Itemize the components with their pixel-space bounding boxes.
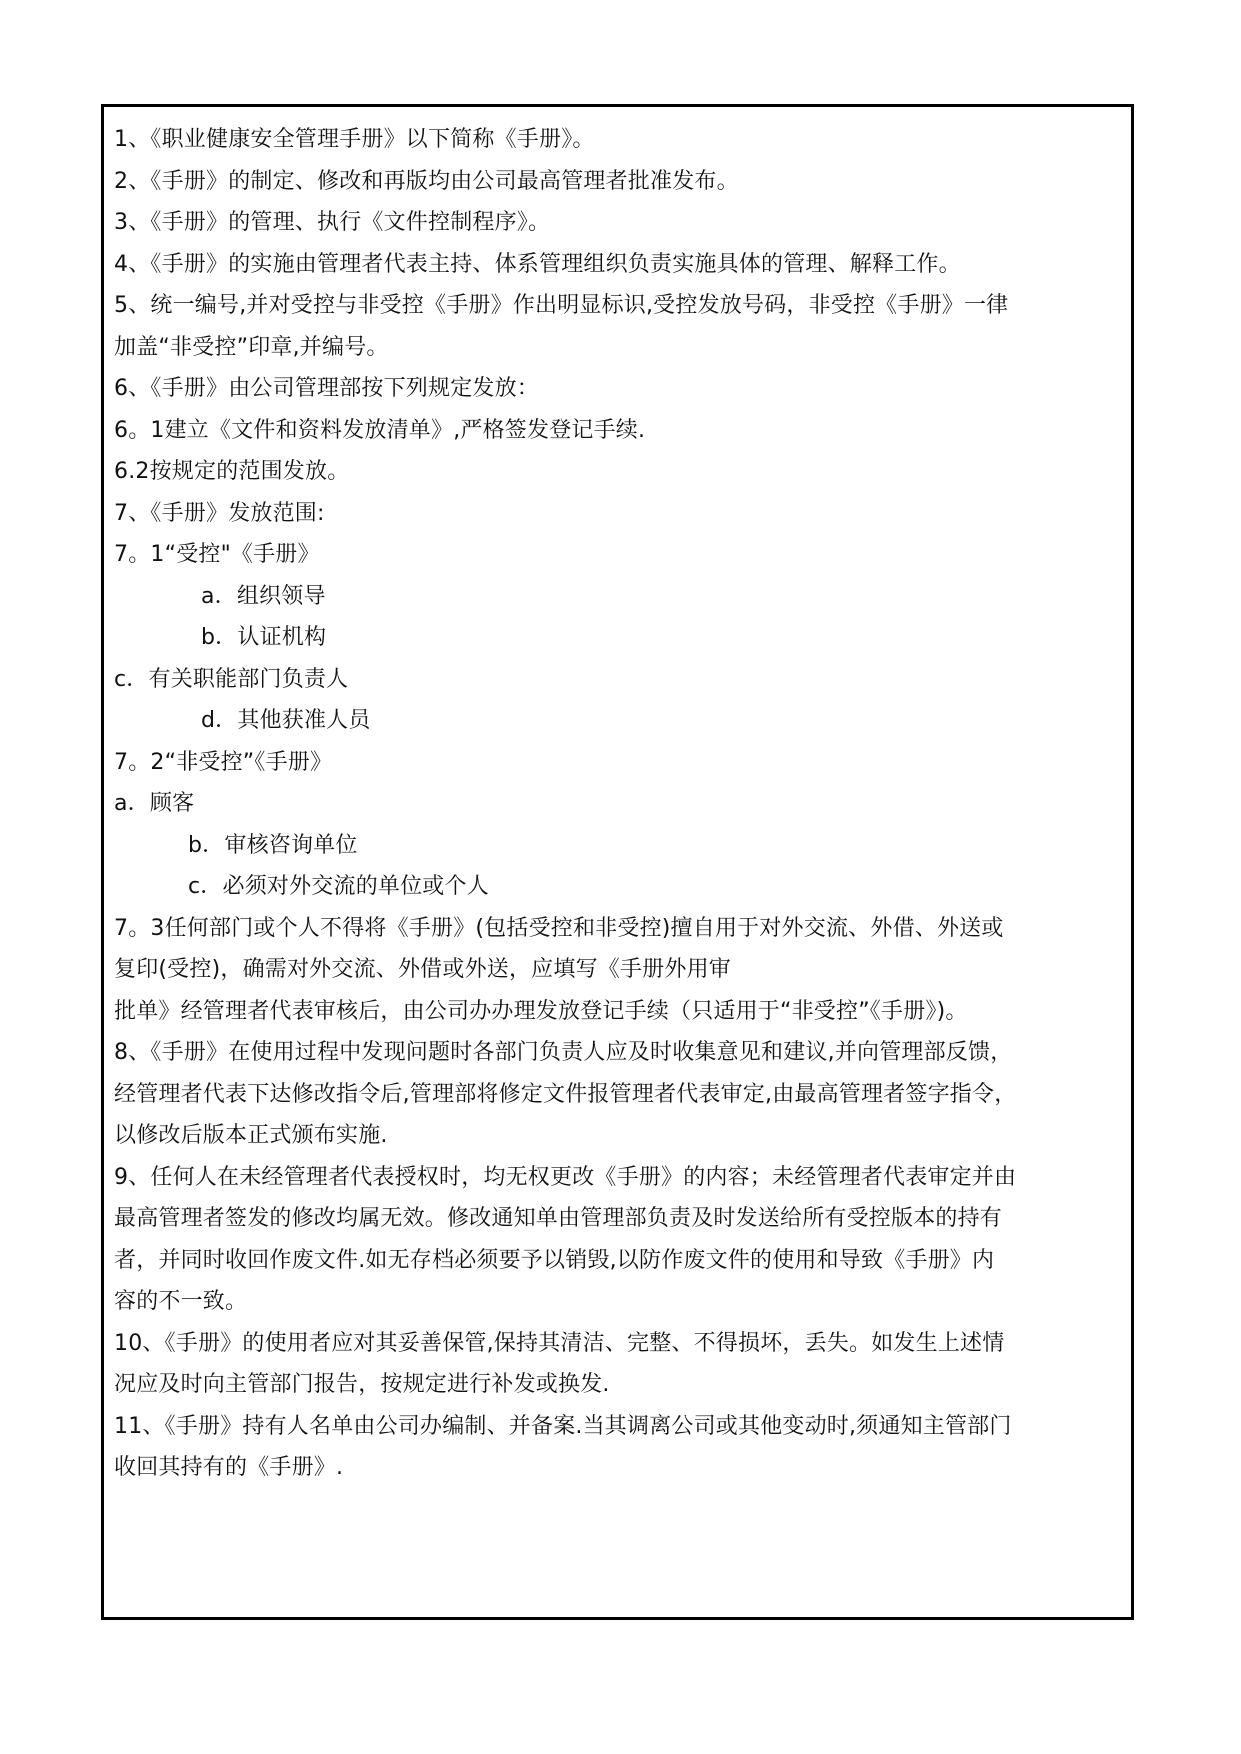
document-line: 1、《职业健康安全管理手册》以下简称《手册》。 — [114, 127, 595, 152]
document-line: a．组织领导 — [201, 583, 326, 609]
document-line: 复印(受控)，确需对外交流、外借或外送，应填写《手册外用审 — [114, 957, 731, 982]
document-line: 经管理者代表下达修改指令后,管理部将修定文件报管理者代表审定,由最高管理者签字指令， — [114, 1081, 1017, 1107]
document-line: 6。1建立《文件和资料发放清单》,严格签发登记手续. — [114, 417, 646, 443]
document-line: 批单》经管理者代表审核后，由公司办办理发放登记手续（只适用于“非受控”《手册》)。 — [114, 998, 968, 1024]
document-line: 2、《手册》的制定、修改和再版均由公司最高管理者批准发布。 — [114, 168, 739, 194]
document-line: a．顾客 — [114, 791, 195, 816]
document-line: 8、《手册》在使用过程中发现问题时各部门负责人应及时收集意见和建议,并向管理部反馈， — [114, 1040, 1013, 1065]
document-line: 7。1“受控"《手册》 — [114, 542, 320, 567]
document-line: 况应及时向主管部门报告，按规定进行补发或换发. — [114, 1372, 610, 1397]
document-line: 4、《手册》的实施由管理者代表主持、体系管理组织负责实施具体的管理、解释工作。 — [114, 251, 961, 277]
document-line: c．有关职能部门负责人 — [114, 666, 349, 692]
document-frame — [101, 104, 1134, 1620]
document-line: b．审核咨询单位 — [188, 832, 358, 858]
document-line: 加盖“非受控”印章,并编号。 — [114, 334, 389, 360]
document-line: d．其他获准人员 — [201, 708, 371, 733]
document-line: 收回其持有的《手册》. — [114, 1455, 344, 1480]
document-line: 7、《手册》发放范围: — [114, 500, 325, 526]
document-line: 者，并同时收回作废文件.如无存档必须要予以销毁,以防作废文件的使用和导致《手册》内 — [114, 1247, 995, 1273]
document-line: 7。3任何部门或个人不得将《手册》(包括受控和非受控)擅自用于对外交流、外借、外送或 — [114, 915, 1004, 941]
document-line: 6、《手册》由公司管理部按下列规定发放： — [114, 376, 539, 401]
document-line: 10、《手册》的使用者应对其妥善保管,保持其清洁、完整、不得损坏，丢失。如发生上述情 — [114, 1330, 1005, 1356]
document-line: 11、《手册》持有人名单由公司办编制、并备案.当其调离公司或其他变动时,须通知主管部门 — [114, 1413, 1012, 1439]
document-line: 6.2按规定的范围发放。 — [114, 459, 350, 484]
document-line: b．认证机构 — [201, 625, 327, 650]
document-line: 5、统一编号,并对受控与非受控《手册》作出明显标识,受控发放号码，非受控《手册》一律 — [114, 293, 1009, 318]
document-body — [114, 119, 1123, 1489]
document-line: 以修改后版本正式颁布实施. — [114, 1123, 388, 1148]
document-line: 最高管理者签发的修改均属无效。修改通知单由管理部负责及时发送给所有受控版本的持有 — [114, 1206, 1003, 1231]
document-line: 3、《手册》的管理、执行《文件控制程序》。 — [114, 210, 551, 235]
document-line: 7。2“非受控”《手册》 — [114, 749, 333, 775]
document-line: 容的不一致。 — [114, 1289, 248, 1314]
document-line: 9、任何人在未经管理者代表授权时，均无权更改《手册》的内容；未经管理者代表审定并由 — [114, 1164, 1017, 1190]
document-line: c．必须对外交流的单位或个人 — [188, 874, 489, 899]
